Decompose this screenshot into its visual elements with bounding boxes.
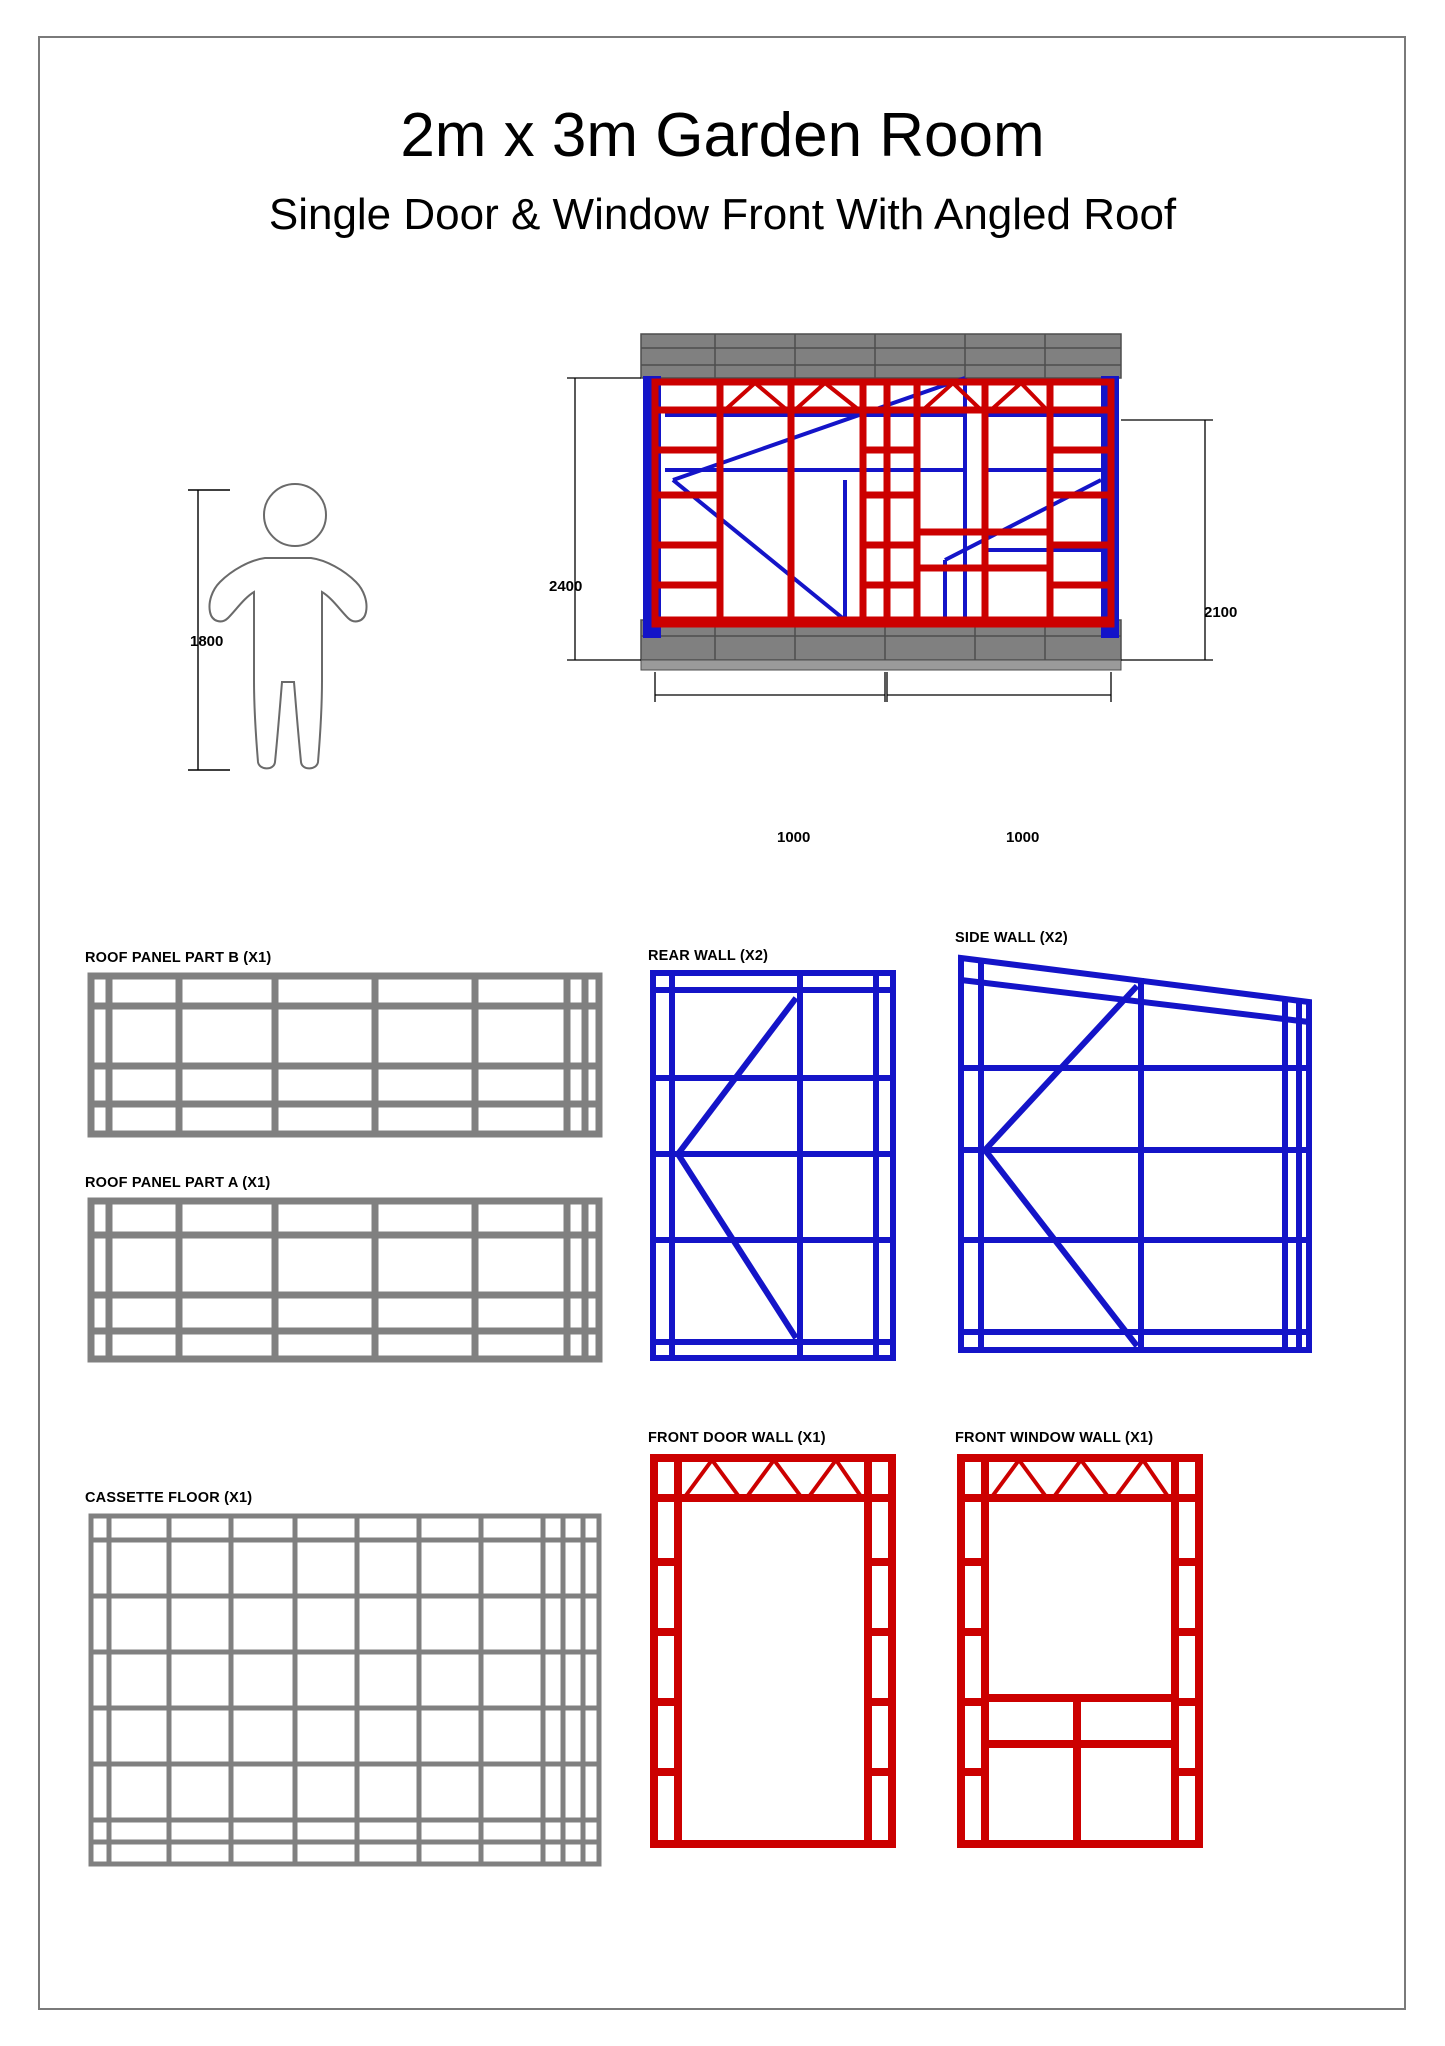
dimension-1800: 1800: [190, 633, 224, 650]
dimension-1000-left: 1000: [777, 829, 811, 846]
side-wall-diagram: [955, 950, 1315, 1370]
roof-panel-b-diagram: [85, 970, 605, 1145]
front-window-wall-diagram: [955, 1452, 1205, 1852]
page-subtitle: Single Door & Window Front With Angled Roof: [268, 190, 1177, 239]
roof-panel-a-diagram: [85, 1195, 605, 1370]
dimension-2400: 2400: [549, 578, 583, 595]
page-title: 2m x 3m Garden Room: [400, 101, 1045, 170]
label-roof-panel-a: ROOF PANEL PART A (X1): [85, 1175, 271, 1191]
label-front-door-wall: FRONT DOOR WALL (X1): [648, 1430, 826, 1446]
label-side-wall: SIDE WALL (X2): [955, 930, 1068, 946]
dimension-1000-right: 1000: [1006, 829, 1040, 846]
label-roof-panel-b: ROOF PANEL PART B (X1): [85, 950, 272, 966]
side-wall-overlay: [645, 378, 1117, 636]
front-elevation-assembly: [545, 320, 1245, 740]
rear-wall-diagram: [648, 968, 898, 1368]
cassette-floor-diagram: [85, 1510, 605, 1870]
front-door-wall-diagram: [648, 1452, 898, 1852]
human-scale-figure: [170, 470, 470, 790]
label-cassette-floor: CASSETTE FLOOR (X1): [85, 1490, 253, 1506]
dimension-2100: 2100: [1204, 604, 1238, 621]
label-front-window-wall: FRONT WINDOW WALL (X1): [955, 1430, 1154, 1446]
label-rear-wall: REAR WALL (X2): [648, 948, 769, 964]
front-wall-overlay: [655, 382, 1111, 624]
roof-top-band: [641, 334, 1121, 378]
